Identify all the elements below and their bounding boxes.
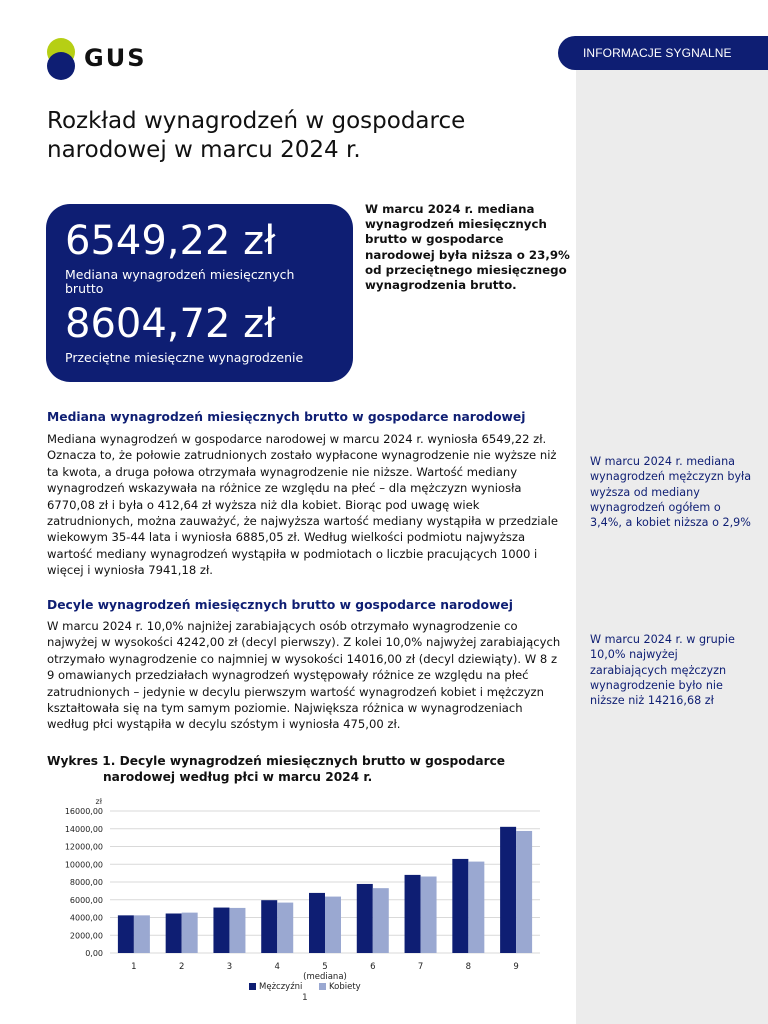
y-unit-label: zł (95, 797, 102, 806)
y-tick-label: 0,00 (85, 949, 103, 958)
bar-women (134, 915, 150, 953)
side-note-median: W marcu 2024 r. mediana wynagrodzeń mężczyzn była wyższa od mediany wynagrodzeń ogółem o 3,4%, a kobiet niższa o 2,9% (590, 455, 752, 530)
y-tick-label: 16000,00 (64, 807, 103, 816)
x-tick-label: 8 (465, 962, 472, 972)
y-tick-label: 14000,00 (64, 824, 103, 834)
legend-swatch-women (319, 983, 326, 990)
y-tick-label: 12000,00 (64, 842, 103, 852)
side-note-deciles: W marcu 2024 r. w grupie 10,0% najwyżej zarabiających mężczyzn wynagrodzenie było nie niższe niż 14216,68 zł (590, 633, 735, 708)
x-tick-label: 2 (178, 962, 185, 972)
y-tick-label: 10000,00 (64, 860, 103, 870)
x-tick-label: 4 (274, 962, 280, 972)
bar-men (213, 908, 229, 953)
legend-label-men: Mężczyźni (259, 982, 303, 992)
bar-men (309, 893, 325, 953)
y-tick-label: 2000,00 (69, 931, 103, 941)
bar-men (166, 914, 182, 953)
x-tick-label: 3 (226, 962, 233, 972)
section-heading-median: Mediana wynagrodzeń miesięcznych brutto w gospodarce narodowej (47, 410, 526, 424)
section-text-median: Mediana wynagrodzeń w gospodarce narodowej w marcu 2024 r. wyniosła 6549,22 zł. Oznacza to, że połowie zatrudnionych zostało wypłacone wynagrodzenie nie wyższe niż ta kwota, a druga połowa otrzymała wynagrodzenie nie niższe. Wartość mediany wynagrodzeń wskazywała na różnice ze względu na płeć – dla mężczyzn wyniosła 6770,08 zł i była o 412,64 zł wyższa niż dla kobiet. Biorąc pod uwagę wiek zatrudnionych, można zauważyć, że najwyższa wartość mediany wystąpiła w przedziale wiekowym 35-44 lata i wyniosła 6885,05 zł. Według wielkości podmiotu najwyższa wartość mediany wynagrodzeń wystąpiła w podmiotach o liczbie pracujących 1000 i więcej i wyniosła 7941,18 zł. (47, 432, 558, 578)
average-value: 8604,72 zł (65, 301, 276, 347)
y-tick-label: 6000,00 (69, 895, 103, 905)
average-label: Przeciętne miesięczne wynagrodzenie (65, 350, 304, 365)
section-heading-deciles: Decyle wynagrodzeń miesięcznych brutto w gospodarce narodowej (47, 598, 513, 612)
bar-men (452, 859, 468, 953)
median-value: 6549,22 zł (65, 218, 276, 264)
x-tick-label: 1 (131, 962, 137, 972)
info-tag: INFORMACJE SYGNALNE (558, 36, 768, 70)
lead-paragraph: W marcu 2024 r. mediana wynagrodzeń miesięcznych brutto w gospodarce narodowej była niższa o 23,9% od przeciętnego miesięcznego wynagrodzenia brutto. (365, 202, 570, 293)
bar-men (500, 827, 516, 953)
logo-text: GUS (84, 44, 147, 72)
y-tick-label: 8000,00 (69, 878, 103, 887)
legend-swatch-men (249, 983, 256, 990)
bar-women (421, 876, 437, 953)
x-tick-label: 5 (322, 962, 328, 972)
bar-women (325, 897, 341, 953)
title-line-2: narodowej w marcu 2024 r. (47, 137, 361, 163)
bar-women (468, 862, 484, 953)
bar-women (373, 888, 389, 953)
bar-men (118, 915, 134, 953)
x-tick-label: 6 (370, 962, 376, 972)
page-title (47, 107, 547, 165)
legend-label-women: Kobiety (329, 982, 361, 992)
bar-women (229, 908, 245, 953)
bar-men (357, 884, 373, 953)
section-text-deciles: W marcu 2024 r. 10,0% najniżej zarabiających osób otrzymało wynagrodzenie co najwyżej w wysokości 4242,00 zł (decyl pierwszy). Z kolei 10,0% najwyżej zarabiających otrzymało wynagrodzenie co najmniej w wysokości 14016,00 zł (decyl dziewiąty). W 8 z 9 omawianych przedziałach wynagrodzeń występowały różnice ze względu na płeć zatrudnionych – jedynie w decylu pierwszym wartość wynagrodzeń kobiet i mężczyzn kształtowała się na tym samym poziomie. Największa różnica w wynagrodzeniach według płci wystąpiła w decylu szóstym i wyniosła 475,00 zł. (47, 619, 561, 732)
bar-men (405, 875, 421, 953)
bar-women (277, 903, 293, 953)
bar-women (182, 913, 198, 953)
x-tick-label: 9 (513, 962, 519, 972)
title-line-1: Rozkład wynagrodzeń w gospodarce (47, 108, 466, 134)
x-tick-label: 7 (417, 962, 424, 972)
x-tick-sublabel: (mediana) (303, 972, 347, 982)
decile-bar-chart (46, 790, 546, 1005)
kpi-box (46, 204, 353, 382)
y-tick-label: 4000,00 (69, 913, 103, 923)
chart-title (47, 753, 505, 785)
page-number: 1 (302, 993, 308, 1003)
chart-title-line-2: narodowej według płci w marcu 2024 r. (103, 770, 373, 784)
bar-women (516, 831, 532, 953)
bar-men (261, 900, 277, 953)
median-label: Mediana wynagrodzeń miesięcznych brutto (65, 267, 295, 296)
chart-title-line-1: Wykres 1. Decyle wynagrodzeń miesięcznych brutto w gospodarce (47, 754, 506, 768)
